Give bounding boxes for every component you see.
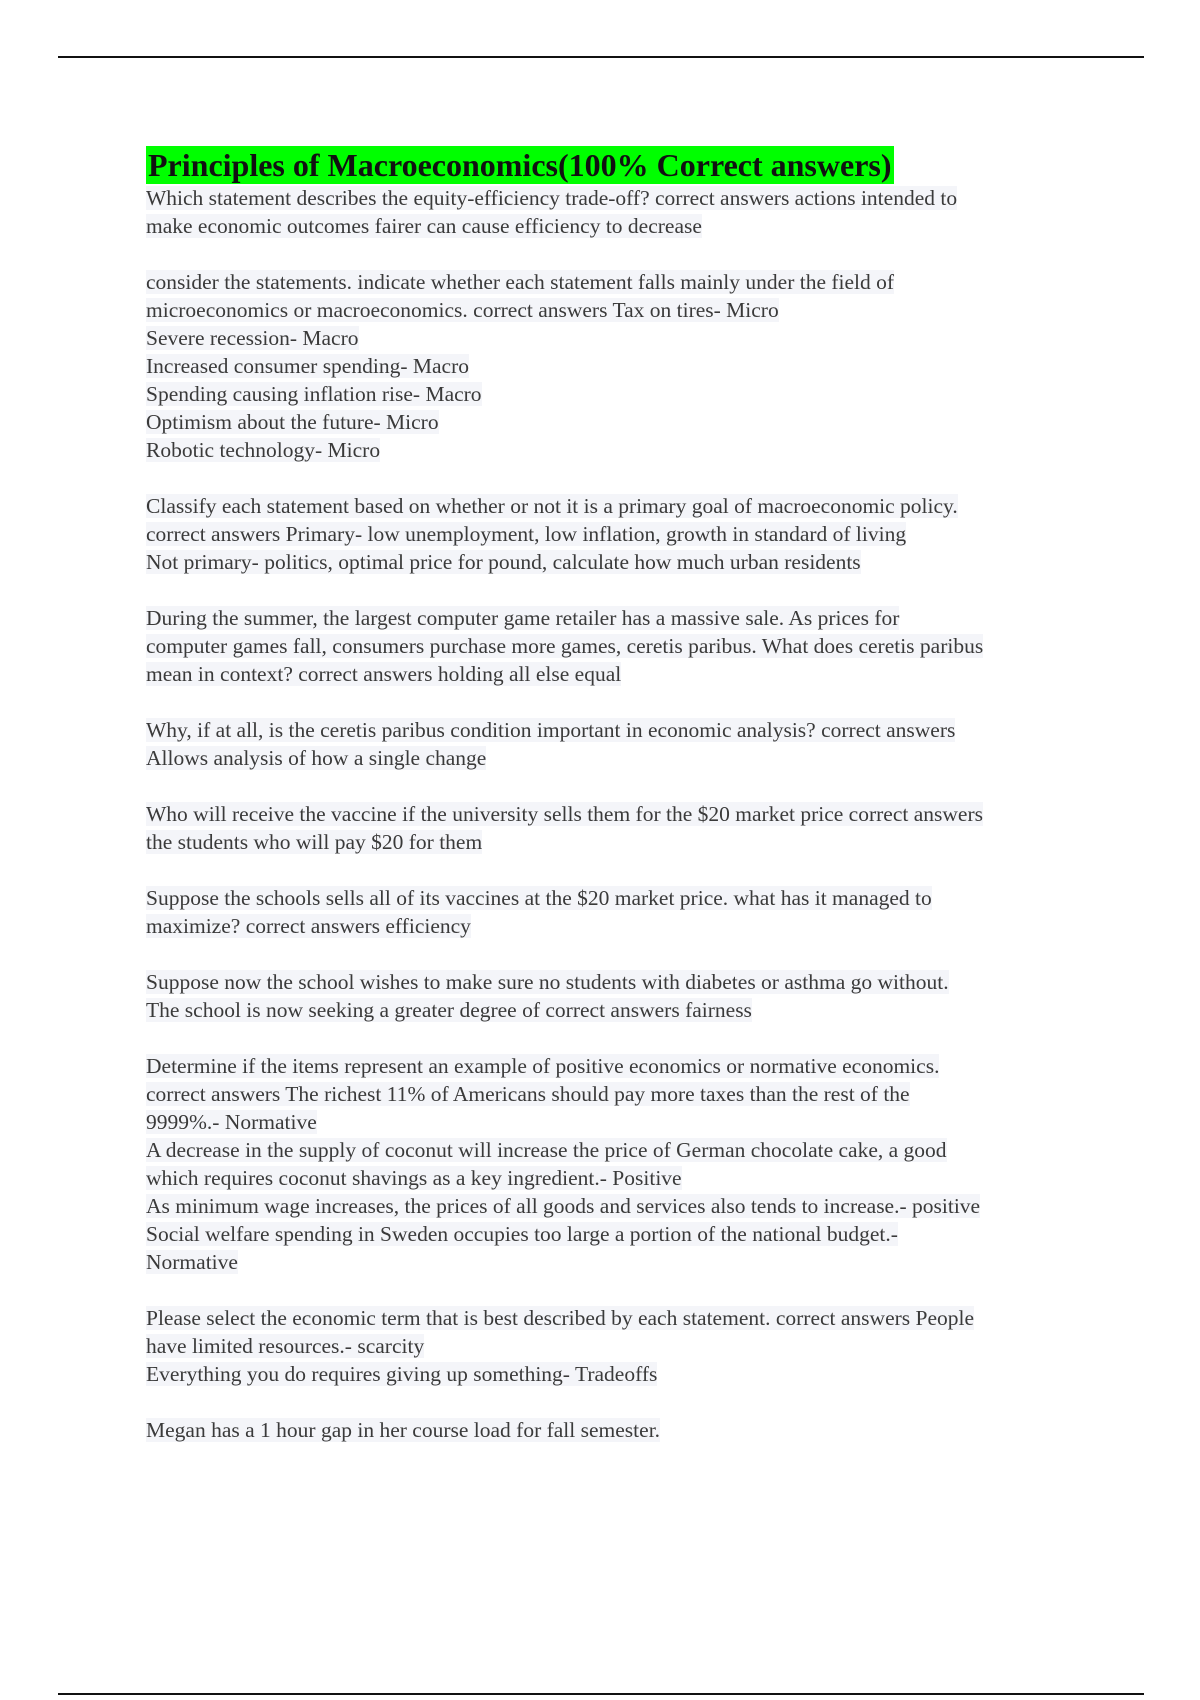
- text-line: [146, 828, 1106, 856]
- text-line: [146, 968, 1106, 996]
- text-line-content: As minimum wage increases, the prices of all goods and services also tends to increase.- positive: [146, 1194, 981, 1218]
- text-line: [146, 1416, 1106, 1444]
- text-line-content: Suppose the schools sells all of its vaccines at the $20 market price. what has it managed to: [146, 886, 932, 910]
- text-line: [146, 212, 1106, 240]
- text-line: [146, 548, 1106, 576]
- text-line-content: computer games fall, consumers purchase more games, ceretis paribus. What does ceretis paribus: [146, 634, 984, 658]
- text-line: [146, 716, 1106, 744]
- qa-entry: [146, 800, 1106, 856]
- qa-entry: [146, 968, 1106, 1024]
- text-line-content: Why, if at all, is the ceretis paribus condition important in economic analysis? correct answers: [146, 718, 956, 742]
- bottom-rule: [58, 1693, 1144, 1695]
- text-line-content: make economic outcomes fairer can cause efficiency to decrease: [146, 214, 702, 238]
- text-line-content: The school is now seeking a greater degree of correct answers fairness: [146, 998, 752, 1022]
- text-line: [146, 296, 1106, 324]
- text-line: [146, 436, 1106, 464]
- text-line: [146, 1332, 1106, 1360]
- text-line-content: consider the statements. indicate whether each statement falls mainly under the field of: [146, 270, 895, 294]
- text-line: [146, 184, 1106, 212]
- text-line-content: Who will receive the vaccine if the university sells them for the $20 market price correct answers: [146, 802, 983, 826]
- text-line: [146, 800, 1106, 828]
- qa-entry: [146, 1304, 1106, 1388]
- text-line: [146, 1220, 1106, 1248]
- text-line: [146, 1248, 1106, 1276]
- text-line-content: the students who will pay $20 for them: [146, 830, 483, 854]
- document-body: [146, 146, 1106, 1472]
- text-line-content: Robotic technology- Micro: [146, 438, 381, 462]
- text-line: [146, 1080, 1106, 1108]
- text-line: [146, 268, 1106, 296]
- text-line: [146, 884, 1106, 912]
- text-line: [146, 1360, 1106, 1388]
- document-title: Principles of Macroeconomics(100% Correct answers): [148, 147, 892, 183]
- text-line-content: Spending causing inflation rise- Macro: [146, 382, 482, 406]
- qa-entry: [146, 884, 1106, 940]
- text-line: [146, 632, 1106, 660]
- text-line-content: have limited resources.- scarcity: [146, 1334, 425, 1358]
- text-line: [146, 660, 1106, 688]
- text-line: [146, 1108, 1106, 1136]
- text-line-content: Everything you do requires giving up something- Tradeoffs: [146, 1362, 658, 1386]
- text-line: [146, 996, 1106, 1024]
- qa-list: [146, 184, 1106, 1444]
- text-line-content: Not primary- politics, optimal price for pound, calculate how much urban residents: [146, 550, 861, 574]
- text-line-content: A decrease in the supply of coconut will increase the price of German chocolate cake, a good: [146, 1138, 947, 1162]
- text-line-content: Megan has a 1 hour gap in her course load for fall semester.: [146, 1418, 661, 1442]
- text-line-content: Allows analysis of how a single change: [146, 746, 487, 770]
- text-line-content: Severe recession- Macro: [146, 326, 359, 350]
- text-line: [146, 1192, 1106, 1220]
- qa-entry: [146, 1416, 1106, 1444]
- qa-entry: [146, 604, 1106, 688]
- text-line-content: Social welfare spending in Sweden occupies too large a portion of the national budget.-: [146, 1222, 898, 1246]
- text-line: [146, 380, 1106, 408]
- text-line: [146, 492, 1106, 520]
- qa-entry: [146, 184, 1106, 240]
- top-rule: [58, 56, 1144, 58]
- qa-entry: [146, 1052, 1106, 1276]
- text-line-content: correct answers The richest 11% of Americans should pay more taxes than the rest of the: [146, 1082, 910, 1106]
- text-line-content: mean in context? correct answers holding all else equal: [146, 662, 622, 686]
- text-line: [146, 408, 1106, 436]
- text-line: [146, 744, 1106, 772]
- text-line: [146, 324, 1106, 352]
- text-line-content: During the summer, the largest computer game retailer has a massive sale. As prices for: [146, 606, 900, 630]
- qa-entry: [146, 492, 1106, 576]
- text-line: [146, 1136, 1106, 1164]
- text-line-content: which requires coconut shavings as a key ingredient.- Positive: [146, 1166, 682, 1190]
- text-line-content: Normative: [146, 1250, 238, 1274]
- text-line-content: Determine if the items represent an example of positive economics or normative economics.: [146, 1054, 940, 1078]
- text-line-content: Please select the economic term that is best described by each statement. correct answers People: [146, 1306, 975, 1330]
- text-line: [146, 520, 1106, 548]
- text-line-content: correct answers Primary- low unemployment, low inflation, growth in standard of living: [146, 522, 907, 546]
- text-line-content: Classify each statement based on whether or not it is a primary goal of macroeconomic policy.: [146, 494, 958, 518]
- qa-entry: [146, 268, 1106, 464]
- text-line-content: Optimism about the future- Micro: [146, 410, 439, 434]
- text-line: [146, 352, 1106, 380]
- text-line-content: Which statement describes the equity-efficiency trade-off? correct answers actions intended to: [146, 186, 958, 210]
- text-line: [146, 604, 1106, 632]
- text-line-content: microeconomics or macroeconomics. correct answers Tax on tires- Micro: [146, 298, 779, 322]
- text-line-content: Increased consumer spending- Macro: [146, 354, 469, 378]
- text-line: [146, 912, 1106, 940]
- text-line: [146, 1052, 1106, 1080]
- text-line: [146, 1304, 1106, 1332]
- text-line-content: Suppose now the school wishes to make sure no students with diabetes or asthma go without.: [146, 970, 949, 994]
- text-line: [146, 1164, 1106, 1192]
- text-line-content: maximize? correct answers efficiency: [146, 914, 471, 938]
- qa-entry: [146, 716, 1106, 772]
- text-line-content: 9999%.- Normative: [146, 1110, 317, 1134]
